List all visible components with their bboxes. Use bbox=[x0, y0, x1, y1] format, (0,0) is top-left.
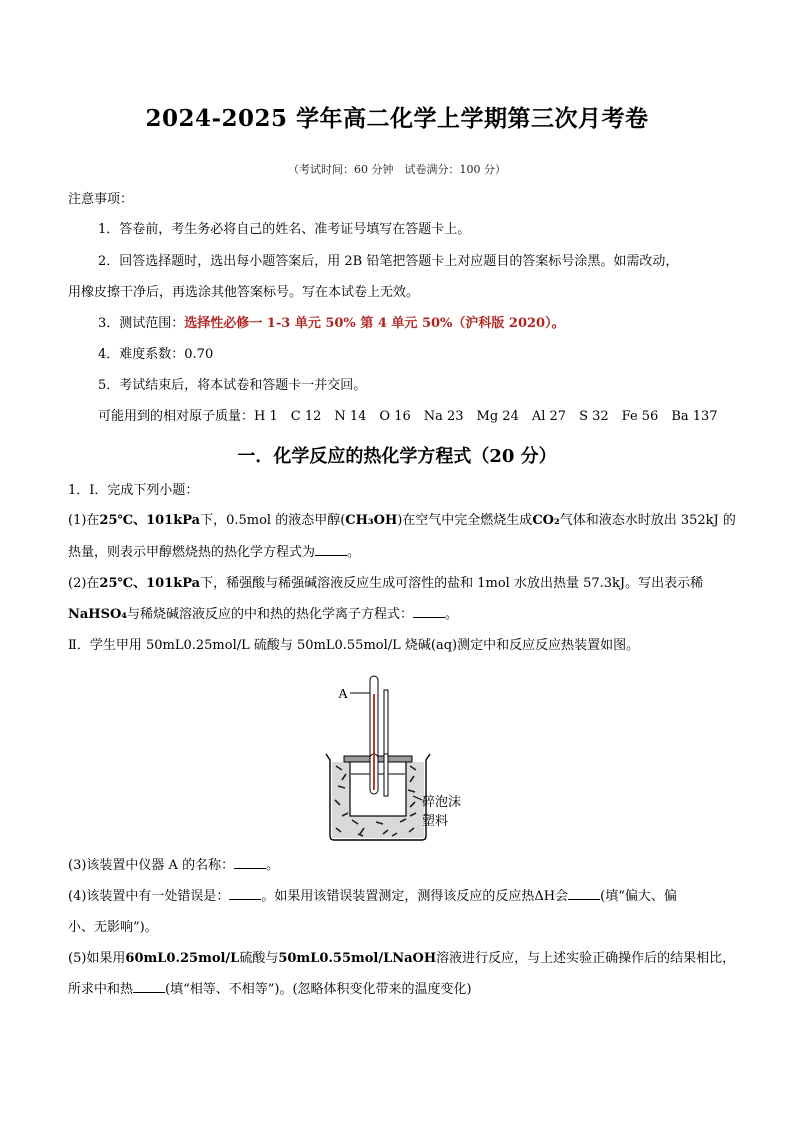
answer-blank[interactable] bbox=[568, 889, 600, 900]
answer-blank[interactable] bbox=[229, 889, 261, 900]
text: 下，稀强酸与稀强碱溶液反应生成可溶性的盐和 1mol 水放出热量 57.3kJ。写出表示稀 bbox=[200, 576, 704, 591]
text: 。如果用该错误装置测定，测得该反应的反应热ΔH会 bbox=[261, 889, 569, 904]
q1-part3 bbox=[68, 858, 728, 874]
stirrer-lower bbox=[384, 754, 388, 796]
text: (2)在 bbox=[68, 576, 100, 591]
text: (3)该装置中仪器 A 的名称： bbox=[68, 858, 235, 873]
answer-blank[interactable] bbox=[315, 545, 347, 556]
q1-part2-line2 bbox=[68, 607, 728, 623]
section-title: 一．化学反应的热化学方程式（20 分） bbox=[237, 446, 557, 467]
notice-item-2-cont: 用橡皮擦干净后，再选涂其他答案标号。写在本试卷上无效。 bbox=[68, 285, 420, 300]
text: 溶液进行反应，与上述实验正确操作后的结果相比， bbox=[436, 951, 736, 966]
q1-part1-line2 bbox=[68, 545, 728, 561]
notice-heading: 注意事项： bbox=[68, 192, 134, 207]
notice-item-4: 4．难度系数：0.70 bbox=[98, 347, 214, 362]
formula-methanol: CH₃OH bbox=[345, 513, 398, 528]
exam-info: （考试时间：60 分钟 试卷满分：100 分） bbox=[288, 163, 506, 176]
base-amount: 50mL0.55mol/LNaOH bbox=[278, 951, 437, 966]
q1-part4-line1 bbox=[68, 889, 728, 905]
notice-item-2: 2．回答选择题时，选出每小题答案后，用 2B 铅笔把答题卡上对应题目的答案标号涂黑。如需改动， bbox=[98, 254, 679, 269]
text: 气体和液态水时放出 352kJ 的 bbox=[559, 513, 736, 528]
q1-part1-line1 bbox=[68, 513, 736, 529]
page-title: 2024-2025 学年高二化学上学期第三次月考卷 bbox=[145, 105, 649, 132]
q1-part5-line2 bbox=[68, 982, 728, 998]
text: 。 bbox=[445, 607, 459, 622]
q1-part2-line1 bbox=[68, 576, 728, 592]
notice-item-3-prefix: 3．测试范围： bbox=[98, 316, 185, 331]
text: 。 bbox=[347, 545, 361, 560]
text: (填“相等、不相等”)。(忽略体积变化带来的温度变化) bbox=[165, 982, 472, 997]
answer-blank[interactable] bbox=[133, 982, 165, 993]
text: 所求中和热 bbox=[68, 982, 134, 997]
q1-part-ii-intro: Ⅱ．学生甲用 50mL0.25mol/L 硫酸与 50mL0.55mol/L 烧碱(aq)测定中和反应反应热装置如图。 bbox=[68, 638, 640, 653]
q1-part5-line1 bbox=[68, 951, 736, 967]
formula-co2: CO₂ bbox=[532, 513, 560, 528]
text: 下，0.5mol 的液态甲醇( bbox=[200, 513, 346, 528]
text: 与稀烧碱溶液反应的中和热的热化学离子方程式： bbox=[127, 607, 414, 622]
label-a: A bbox=[338, 687, 349, 702]
text: (4)该装置中有一处错误是： bbox=[68, 889, 230, 904]
condition-text: 25℃、101kPa bbox=[99, 576, 201, 591]
text: (1)在 bbox=[68, 513, 100, 528]
answer-blank[interactable] bbox=[413, 607, 445, 618]
q1-part4-line2: 小、无影响”)。 bbox=[68, 920, 158, 935]
notice-item-1: 1．答卷前，考生务必将自己的姓名、准考证号填写在答题卡上。 bbox=[98, 222, 471, 237]
calorimeter-figure bbox=[318, 670, 488, 845]
test-scope: 选择性必修一 1-3 单元 50% 第 4 单元 50%（沪科版 2020）。 bbox=[184, 316, 565, 331]
text: 。 bbox=[266, 858, 280, 873]
answer-blank[interactable] bbox=[234, 858, 266, 869]
text: )在空气中完全燃烧生成 bbox=[397, 513, 533, 528]
label-foam-line1: 碎泡沫 bbox=[422, 795, 462, 810]
text: (填“偏大、偏 bbox=[600, 889, 677, 904]
calorimeter-diagram bbox=[318, 670, 488, 845]
label-foam-line2: 塑料 bbox=[422, 814, 449, 829]
text: 硫酸与 bbox=[239, 951, 279, 966]
formula-nahso4: NaHSO₄ bbox=[68, 607, 127, 622]
notice-item-5: 5．考试结束后，将本试卷和答题卡一并交回。 bbox=[98, 378, 367, 393]
atomic-masses: 可能用到的相对原子质量：H 1 C 12 N 14 O 16 Na 23 Mg 24 Al 27 S 32 Fe 56 Ba 137 bbox=[98, 409, 718, 424]
condition-text: 25℃、101kPa bbox=[99, 513, 201, 528]
question-1-stem: 1．Ⅰ．完成下列小题： bbox=[68, 483, 199, 498]
text: (5)如果用 bbox=[68, 951, 126, 966]
notice-item-3 bbox=[98, 316, 758, 332]
text: 热量，则表示甲醇燃烧热的热化学方程式为 bbox=[68, 545, 316, 560]
acid-amount: 60mL0.25mol/L bbox=[125, 951, 240, 966]
